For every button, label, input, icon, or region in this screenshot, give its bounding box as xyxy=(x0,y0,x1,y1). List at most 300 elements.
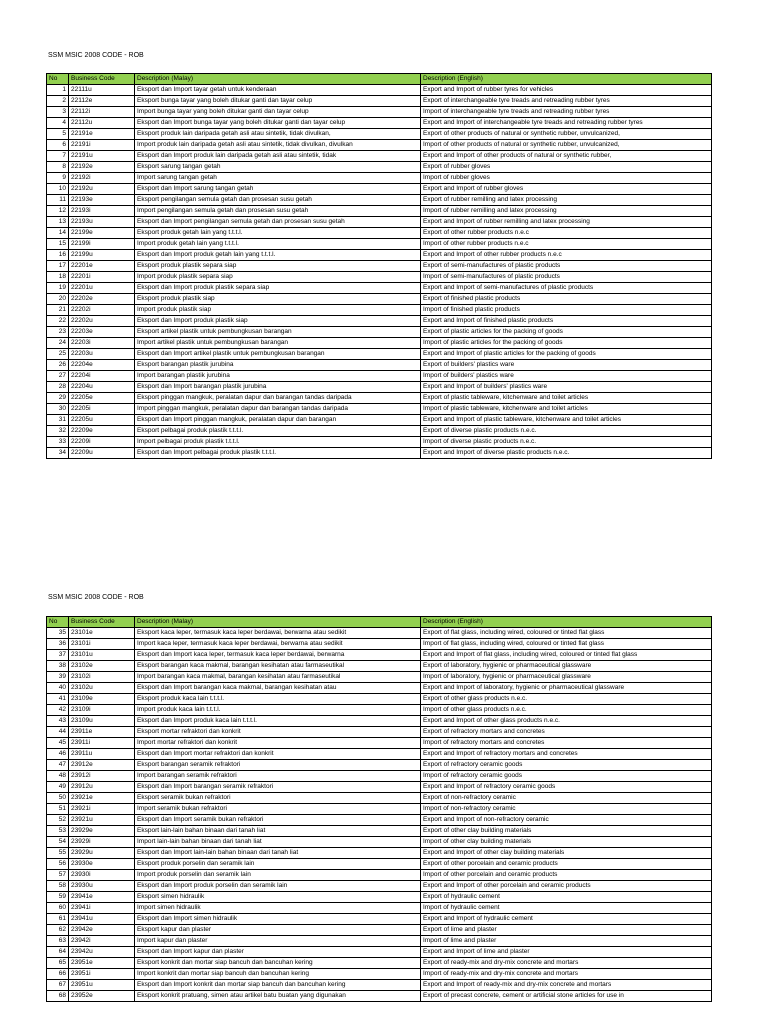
cell-description-english: Export of lime and plaster xyxy=(421,925,712,936)
table-row xyxy=(47,969,712,980)
cell-no: 25 xyxy=(47,349,69,360)
cell-no: 30 xyxy=(47,404,69,415)
cell-description-english: Import of other products of natural or synthetic rubber, unvulcanized, xyxy=(421,140,712,151)
cell-business-code: 22193u xyxy=(69,217,135,228)
cell-description-malay: Import bunga tayar yang boleh ditukar ganti dan tayar celup xyxy=(135,107,421,118)
cell-description-english: Export of other glass products n.e.c. xyxy=(421,694,712,705)
cell-no: 64 xyxy=(47,947,69,958)
cell-description-english: Export of diverse plastic products n.e.c. xyxy=(421,426,712,437)
table-row xyxy=(47,705,712,716)
cell-description-english: Export and Import of builders' plastics ware xyxy=(421,382,712,393)
cell-description-english: Export and Import of laboratory, hygienic or pharmaceutical glassware xyxy=(421,683,712,694)
cell-description-malay: Eksport dan Import simen hidraulik xyxy=(135,914,421,925)
cell-business-code: 23921u xyxy=(69,815,135,826)
cell-business-code: 22204u xyxy=(69,382,135,393)
table-row xyxy=(47,129,712,140)
cell-no: 17 xyxy=(47,261,69,272)
cell-no: 20 xyxy=(47,294,69,305)
cell-business-code: 23921i xyxy=(69,804,135,815)
cell-description-english: Import of builders' plastics ware xyxy=(421,371,712,382)
cell-no: 8 xyxy=(47,162,69,173)
cell-no: 44 xyxy=(47,727,69,738)
msic-table-1 xyxy=(46,73,712,459)
table-row xyxy=(47,415,712,426)
cell-no: 47 xyxy=(47,760,69,771)
cell-business-code: 22205e xyxy=(69,393,135,404)
cell-description-english: Export of builders' plastics ware xyxy=(421,360,712,371)
cell-description-malay: Eksport dan Import artikel plastik untuk pembungkusan barangan xyxy=(135,349,421,360)
cell-description-malay: Eksport dan Import produk porselin dan seramik lain xyxy=(135,881,421,892)
cell-no: 2 xyxy=(47,96,69,107)
cell-description-english: Export and Import of other glass products n.e.c. xyxy=(421,716,712,727)
cell-no: 24 xyxy=(47,338,69,349)
table-row xyxy=(47,173,712,184)
cell-business-code: 23101e xyxy=(69,628,135,639)
cell-business-code: 23911u xyxy=(69,749,135,760)
cell-description-english: Export of refractory mortars and concretes xyxy=(421,727,712,738)
cell-no: 40 xyxy=(47,683,69,694)
table-row xyxy=(47,793,712,804)
section-title: SSM MSIC 2008 CODE - ROB xyxy=(48,52,144,59)
cell-description-english: Export and Import of rubber tyres for vehicles xyxy=(421,85,712,96)
cell-description-malay: Eksport produk getah lain yang t.t.t.l. xyxy=(135,228,421,239)
cell-description-english: Export of refractory ceramic goods xyxy=(421,760,712,771)
table-row xyxy=(47,848,712,859)
table-row xyxy=(47,272,712,283)
table-row xyxy=(47,404,712,415)
cell-description-english: Import of finished plastic products xyxy=(421,305,712,316)
cell-description-malay: Eksport dan Import konkrit dan mortar siap bancuh dan bancuhan kering xyxy=(135,980,421,991)
cell-business-code: 23101u xyxy=(69,650,135,661)
cell-no: 29 xyxy=(47,393,69,404)
section-title: SSM MSIC 2008 CODE - ROB xyxy=(48,594,144,601)
cell-business-code: 23921e xyxy=(69,793,135,804)
cell-no: 62 xyxy=(47,925,69,936)
cell-description-malay: Eksport dan Import barangan kaca makmal, barangan kesihatan atau xyxy=(135,683,421,694)
cell-business-code: 23929e xyxy=(69,826,135,837)
cell-description-english: Import of lime and plaster xyxy=(421,936,712,947)
cell-description-english: Export of other porcelain and ceramic products xyxy=(421,859,712,870)
cell-description-english: Export of other clay building materials xyxy=(421,826,712,837)
cell-description-english: Export of rubber remilling and latex processing xyxy=(421,195,712,206)
cell-description-english: Export of precast concrete, cement or artificial stone articles for use in xyxy=(421,991,712,1002)
table-row xyxy=(47,360,712,371)
cell-business-code: 22201u xyxy=(69,283,135,294)
cell-business-code: 23951i xyxy=(69,969,135,980)
table-row xyxy=(47,382,712,393)
cell-business-code: 23109i xyxy=(69,705,135,716)
table-row xyxy=(47,327,712,338)
table-row xyxy=(47,283,712,294)
cell-no: 23 xyxy=(47,327,69,338)
cell-business-code: 22202i xyxy=(69,305,135,316)
cell-business-code: 22112u xyxy=(69,118,135,129)
cell-business-code: 22199u xyxy=(69,250,135,261)
cell-no: 60 xyxy=(47,903,69,914)
cell-description-english: Export of other products of natural or synthetic rubber, unvulcanized, xyxy=(421,129,712,140)
table-row xyxy=(47,694,712,705)
cell-no: 68 xyxy=(47,991,69,1002)
cell-no: 22 xyxy=(47,316,69,327)
cell-description-malay: Eksport pinggan mangkuk, peralatan dapur dan barangan tandas daripada xyxy=(135,393,421,404)
cell-no: 38 xyxy=(47,661,69,672)
table-row xyxy=(47,925,712,936)
cell-no: 48 xyxy=(47,771,69,782)
cell-no: 55 xyxy=(47,848,69,859)
cell-description-english: Export and Import of finished plastic products xyxy=(421,316,712,327)
cell-description-english: Import of plastic tableware, kitchenware and toilet articles xyxy=(421,404,712,415)
cell-no: 49 xyxy=(47,782,69,793)
cell-description-malay: Import seramik bukan refraktori xyxy=(135,804,421,815)
cell-business-code: 23941u xyxy=(69,914,135,925)
cell-description-english: Export of finished plastic products xyxy=(421,294,712,305)
cell-no: 7 xyxy=(47,151,69,162)
table-row xyxy=(47,448,712,459)
table-row xyxy=(47,661,712,672)
cell-business-code: 22112e xyxy=(69,96,135,107)
cell-description-malay: Import produk kaca lain t.t.t.l. xyxy=(135,705,421,716)
cell-description-english: Export and Import of refractory ceramic goods xyxy=(421,782,712,793)
cell-description-malay: Eksport produk lain daripada getah asli atau sintetik, tidak divulkan, xyxy=(135,129,421,140)
cell-no: 4 xyxy=(47,118,69,129)
cell-business-code: 23951e xyxy=(69,958,135,969)
cell-description-malay: Import kaca leper, termasuk kaca leper berdawai, berwarna atau sedikit xyxy=(135,639,421,650)
cell-business-code: 22209u xyxy=(69,448,135,459)
cell-no: 50 xyxy=(47,793,69,804)
table-row xyxy=(47,683,712,694)
cell-no: 63 xyxy=(47,936,69,947)
cell-no: 41 xyxy=(47,694,69,705)
table-row xyxy=(47,771,712,782)
cell-business-code: 23930i xyxy=(69,870,135,881)
cell-description-malay: Eksport produk porselin dan seramik lain xyxy=(135,859,421,870)
cell-no: 53 xyxy=(47,826,69,837)
header-description-malay: Description (Malay) xyxy=(135,617,421,628)
cell-description-malay: Eksport dan Import lain-lain bahan binaan dari tanah liat xyxy=(135,848,421,859)
cell-description-english: Export and Import of other clay building materials xyxy=(421,848,712,859)
table-row xyxy=(47,195,712,206)
cell-description-english: Export of laboratory, hygienic or pharmaceutical glassware xyxy=(421,661,712,672)
table-row xyxy=(47,804,712,815)
cell-no: 65 xyxy=(47,958,69,969)
header-description-english: Description (English) xyxy=(421,74,712,85)
cell-description-malay: Import artikel plastik untuk pembungkusan barangan xyxy=(135,338,421,349)
cell-business-code: 23930u xyxy=(69,881,135,892)
cell-description-malay: Import pelbagai produk plastik t.t.t.l. xyxy=(135,437,421,448)
cell-description-malay: Import produk porselin dan seramik lain xyxy=(135,870,421,881)
cell-no: 67 xyxy=(47,980,69,991)
cell-no: 19 xyxy=(47,283,69,294)
cell-description-english: Import of rubber remilling and latex processing xyxy=(421,206,712,217)
cell-description-english: Import of semi-manufactures of plastic products xyxy=(421,272,712,283)
table-row xyxy=(47,437,712,448)
cell-no: 52 xyxy=(47,815,69,826)
cell-description-english: Export and Import of interchangeable tyre treads and retreading rubber tyres xyxy=(421,118,712,129)
cell-description-malay: Import barangan seramik refraktori xyxy=(135,771,421,782)
table-row xyxy=(47,151,712,162)
cell-description-english: Export and Import of other porcelain and ceramic products xyxy=(421,881,712,892)
cell-business-code: 23912u xyxy=(69,782,135,793)
cell-description-english: Import of plastic articles for the packing of goods xyxy=(421,338,712,349)
cell-description-english: Export of non-refractory ceramic xyxy=(421,793,712,804)
cell-no: 59 xyxy=(47,892,69,903)
cell-description-malay: Eksport dan Import pelbagai produk plastik t.t.t.l. xyxy=(135,448,421,459)
cell-description-malay: Eksport produk plastik separa siap xyxy=(135,261,421,272)
cell-description-malay: Eksport dan Import produk plastik separa siap xyxy=(135,283,421,294)
cell-description-english: Export and Import of non-refractory ceramic xyxy=(421,815,712,826)
cell-business-code: 23102u xyxy=(69,683,135,694)
table-row xyxy=(47,140,712,151)
cell-description-malay: Eksport barangan plastik jurubina xyxy=(135,360,421,371)
cell-no: 34 xyxy=(47,448,69,459)
table-row xyxy=(47,760,712,771)
cell-no: 3 xyxy=(47,107,69,118)
header-business-code: Business Code xyxy=(69,74,135,85)
cell-business-code: 22203i xyxy=(69,338,135,349)
cell-no: 66 xyxy=(47,969,69,980)
cell-description-malay: Eksport lain-lain bahan binaan dari tanah liat xyxy=(135,826,421,837)
cell-business-code: 23929u xyxy=(69,848,135,859)
cell-description-malay: Import simen hidraulik xyxy=(135,903,421,914)
table-row xyxy=(47,738,712,749)
table-row xyxy=(47,217,712,228)
header-description-malay: Description (Malay) xyxy=(135,74,421,85)
table-header-row xyxy=(47,617,712,628)
cell-business-code: 23941e xyxy=(69,892,135,903)
cell-business-code: 23929i xyxy=(69,837,135,848)
cell-no: 13 xyxy=(47,217,69,228)
cell-no: 35 xyxy=(47,628,69,639)
cell-description-english: Import of other glass products n.e.c. xyxy=(421,705,712,716)
cell-description-malay: Eksport konkrit dan mortar siap bancuh dan bancuhan kering xyxy=(135,958,421,969)
cell-description-english: Import of flat glass, including wired, coloured or tinted flat glass xyxy=(421,639,712,650)
table-row xyxy=(47,316,712,327)
cell-description-malay: Eksport kapur dan plaster xyxy=(135,925,421,936)
table-row xyxy=(47,628,712,639)
table-row xyxy=(47,837,712,848)
table-row xyxy=(47,426,712,437)
cell-description-english: Export and Import of plastic tableware, kitchenware and toilet articles xyxy=(421,415,712,426)
header-no: No xyxy=(47,74,69,85)
cell-no: 36 xyxy=(47,639,69,650)
cell-description-malay: Import produk getah lain yang t.t.t.l. xyxy=(135,239,421,250)
cell-business-code: 23912i xyxy=(69,771,135,782)
cell-description-malay: Import kapur dan plaster xyxy=(135,936,421,947)
cell-no: 32 xyxy=(47,426,69,437)
table-row xyxy=(47,914,712,925)
cell-description-english: Export and Import of hydraulic cement xyxy=(421,914,712,925)
cell-business-code: 23911i xyxy=(69,738,135,749)
cell-no: 39 xyxy=(47,672,69,683)
table-row xyxy=(47,749,712,760)
cell-no: 51 xyxy=(47,804,69,815)
cell-business-code: 23951u xyxy=(69,980,135,991)
cell-business-code: 23109e xyxy=(69,694,135,705)
table-row xyxy=(47,650,712,661)
msic-table-2 xyxy=(46,616,712,1002)
table-row xyxy=(47,107,712,118)
cell-no: 6 xyxy=(47,140,69,151)
cell-description-malay: Eksport dan Import barangan plastik jurubina xyxy=(135,382,421,393)
cell-description-english: Export of rubber gloves xyxy=(421,162,712,173)
cell-description-malay: Eksport dan Import produk lain daripada getah asli atau sintetik, tidak xyxy=(135,151,421,162)
cell-no: 11 xyxy=(47,195,69,206)
cell-description-malay: Eksport mortar refraktori dan konkrit xyxy=(135,727,421,738)
table-row xyxy=(47,947,712,958)
cell-description-malay: Eksport seramik bukan refraktori xyxy=(135,793,421,804)
cell-no: 9 xyxy=(47,173,69,184)
cell-no: 28 xyxy=(47,382,69,393)
cell-business-code: 22192u xyxy=(69,184,135,195)
cell-no: 21 xyxy=(47,305,69,316)
cell-description-malay: Eksport barangan seramik refraktori xyxy=(135,760,421,771)
cell-description-english: Export of ready-mix and dry-mix concrete and mortars xyxy=(421,958,712,969)
cell-description-english: Export of plastic articles for the packing of goods xyxy=(421,327,712,338)
cell-description-malay: Eksport dan Import seramik bukan refraktori xyxy=(135,815,421,826)
cell-description-english: Import of refractory ceramic goods xyxy=(421,771,712,782)
cell-business-code: 23912e xyxy=(69,760,135,771)
table-row xyxy=(47,958,712,969)
cell-description-english: Export of plastic tableware, kitchenware and toilet articles xyxy=(421,393,712,404)
cell-description-english: Export and Import of other rubber products n.e.c xyxy=(421,250,712,261)
cell-no: 14 xyxy=(47,228,69,239)
cell-no: 42 xyxy=(47,705,69,716)
cell-business-code: 23930e xyxy=(69,859,135,870)
cell-no: 54 xyxy=(47,837,69,848)
cell-description-malay: Eksport dan Import produk plastik siap xyxy=(135,316,421,327)
cell-description-english: Export and Import of ready-mix and dry-mix concrete and mortars xyxy=(421,980,712,991)
cell-business-code: 22202e xyxy=(69,294,135,305)
table-row xyxy=(47,85,712,96)
cell-description-english: Import of non-refractory ceramic xyxy=(421,804,712,815)
cell-no: 37 xyxy=(47,650,69,661)
cell-description-malay: Eksport dan Import barangan seramik refraktori xyxy=(135,782,421,793)
table-row xyxy=(47,980,712,991)
cell-description-malay: Import konkrit dan mortar siap bancuh dan bancuhan kering xyxy=(135,969,421,980)
cell-no: 31 xyxy=(47,415,69,426)
cell-no: 43 xyxy=(47,716,69,727)
cell-business-code: 22192i xyxy=(69,173,135,184)
cell-no: 56 xyxy=(47,859,69,870)
cell-description-english: Export of other rubber products n.e.c xyxy=(421,228,712,239)
table-row xyxy=(47,294,712,305)
cell-business-code: 22191e xyxy=(69,129,135,140)
cell-no: 46 xyxy=(47,749,69,760)
cell-no: 12 xyxy=(47,206,69,217)
cell-business-code: 23102e xyxy=(69,661,135,672)
cell-description-english: Import of laboratory, hygienic or pharmaceutical glassware xyxy=(421,672,712,683)
cell-business-code: 22199i xyxy=(69,239,135,250)
cell-business-code: 23941i xyxy=(69,903,135,914)
cell-no: 18 xyxy=(47,272,69,283)
cell-business-code: 22192e xyxy=(69,162,135,173)
table-row xyxy=(47,881,712,892)
table-row xyxy=(47,859,712,870)
cell-description-malay: Import mortar refraktori dan konkrit xyxy=(135,738,421,749)
cell-business-code: 23911e xyxy=(69,727,135,738)
cell-business-code: 22204e xyxy=(69,360,135,371)
cell-description-english: Export and Import of diverse plastic products n.e.c. xyxy=(421,448,712,459)
cell-description-english: Export of interchangeable tyre treads and retreading rubber tyres xyxy=(421,96,712,107)
table-row xyxy=(47,371,712,382)
cell-description-malay: Import produk plastik separa siap xyxy=(135,272,421,283)
cell-description-malay: Import produk plastik siap xyxy=(135,305,421,316)
cell-description-malay: Eksport simen hidraulik xyxy=(135,892,421,903)
cell-description-malay: Eksport dan Import mortar refraktori dan konkrit xyxy=(135,749,421,760)
table-row xyxy=(47,206,712,217)
cell-business-code: 22202u xyxy=(69,316,135,327)
table-row xyxy=(47,870,712,881)
cell-description-english: Export and Import of lime and plaster xyxy=(421,947,712,958)
cell-description-malay: Eksport artikel plastik untuk pembungkusan barangan xyxy=(135,327,421,338)
cell-business-code: 22191i xyxy=(69,140,135,151)
cell-description-english: Export and Import of flat glass, including wired, coloured or tinted flat glass xyxy=(421,650,712,661)
cell-description-english: Export and Import of rubber remilling and latex processing xyxy=(421,217,712,228)
cell-description-english: Export and Import of other products of natural or synthetic rubber, xyxy=(421,151,712,162)
header-description-english: Description (English) xyxy=(421,617,712,628)
cell-business-code: 22193i xyxy=(69,206,135,217)
table-row xyxy=(47,338,712,349)
cell-business-code: 23942u xyxy=(69,947,135,958)
cell-description-english: Import of ready-mix and dry-mix concrete and mortars xyxy=(421,969,712,980)
cell-description-malay: Eksport dan Import sarung tangan getah xyxy=(135,184,421,195)
cell-no: 58 xyxy=(47,881,69,892)
cell-no: 26 xyxy=(47,360,69,371)
cell-business-code: 22203e xyxy=(69,327,135,338)
cell-description-english: Export and Import of refractory mortars and concretes xyxy=(421,749,712,760)
cell-description-malay: Eksport kaca leper, termasuk kaca leper berdawai, berwarna atau sedikit xyxy=(135,628,421,639)
cell-description-english: Export and Import of rubber gloves xyxy=(421,184,712,195)
cell-description-english: Export and Import of semi-manufactures of plastic products xyxy=(421,283,712,294)
cell-description-malay: Import sarung tangan getah xyxy=(135,173,421,184)
cell-description-english: Export of hydraulic cement xyxy=(421,892,712,903)
cell-description-malay: Import barangan plastik jurubina xyxy=(135,371,421,382)
cell-description-malay: Eksport dan Import produk kaca lain t.t.t.l. xyxy=(135,716,421,727)
table-row xyxy=(47,903,712,914)
table-row xyxy=(47,727,712,738)
cell-description-malay: Eksport dan Import kapur dan plaster xyxy=(135,947,421,958)
cell-description-english: Import of interchangeable tyre treads and retreading rubber tyres xyxy=(421,107,712,118)
cell-business-code: 23942i xyxy=(69,936,135,947)
cell-description-english: Import of other porcelain and ceramic products xyxy=(421,870,712,881)
cell-no: 16 xyxy=(47,250,69,261)
table-row xyxy=(47,349,712,360)
cell-description-malay: Eksport dan Import kaca leper, termasuk kaca leper berdawai, berwarna xyxy=(135,650,421,661)
cell-description-english: Import of refractory mortars and concretes xyxy=(421,738,712,749)
cell-no: 10 xyxy=(47,184,69,195)
cell-no: 5 xyxy=(47,129,69,140)
cell-business-code: 22199e xyxy=(69,228,135,239)
cell-no: 57 xyxy=(47,870,69,881)
cell-no: 45 xyxy=(47,738,69,749)
cell-description-malay: Eksport dan Import tayar getah untuk kenderaan xyxy=(135,85,421,96)
cell-description-malay: Eksport dan Import produk getah lain yang t.t.t.l. xyxy=(135,250,421,261)
table-row xyxy=(47,782,712,793)
cell-description-malay: Eksport pelbagai produk plastik t.t.t.l. xyxy=(135,426,421,437)
cell-description-english: Import of hydraulic cement xyxy=(421,903,712,914)
cell-description-malay: Eksport konkrit pratuang, simen atau artikel batu buatan yang digunakan xyxy=(135,991,421,1002)
cell-description-malay: Eksport barangan kaca makmal, barangan kesihatan atau farmaseutikal xyxy=(135,661,421,672)
cell-business-code: 22201i xyxy=(69,272,135,283)
table-row xyxy=(47,118,712,129)
table-row xyxy=(47,239,712,250)
cell-description-malay: Import pinggan mangkuk, peralatan dapur dan barangan tandas daripada xyxy=(135,404,421,415)
cell-no: 61 xyxy=(47,914,69,925)
table-row xyxy=(47,826,712,837)
cell-description-malay: Eksport produk kaca lain t.t.t.l. xyxy=(135,694,421,705)
table-row xyxy=(47,639,712,650)
cell-business-code: 22209i xyxy=(69,437,135,448)
